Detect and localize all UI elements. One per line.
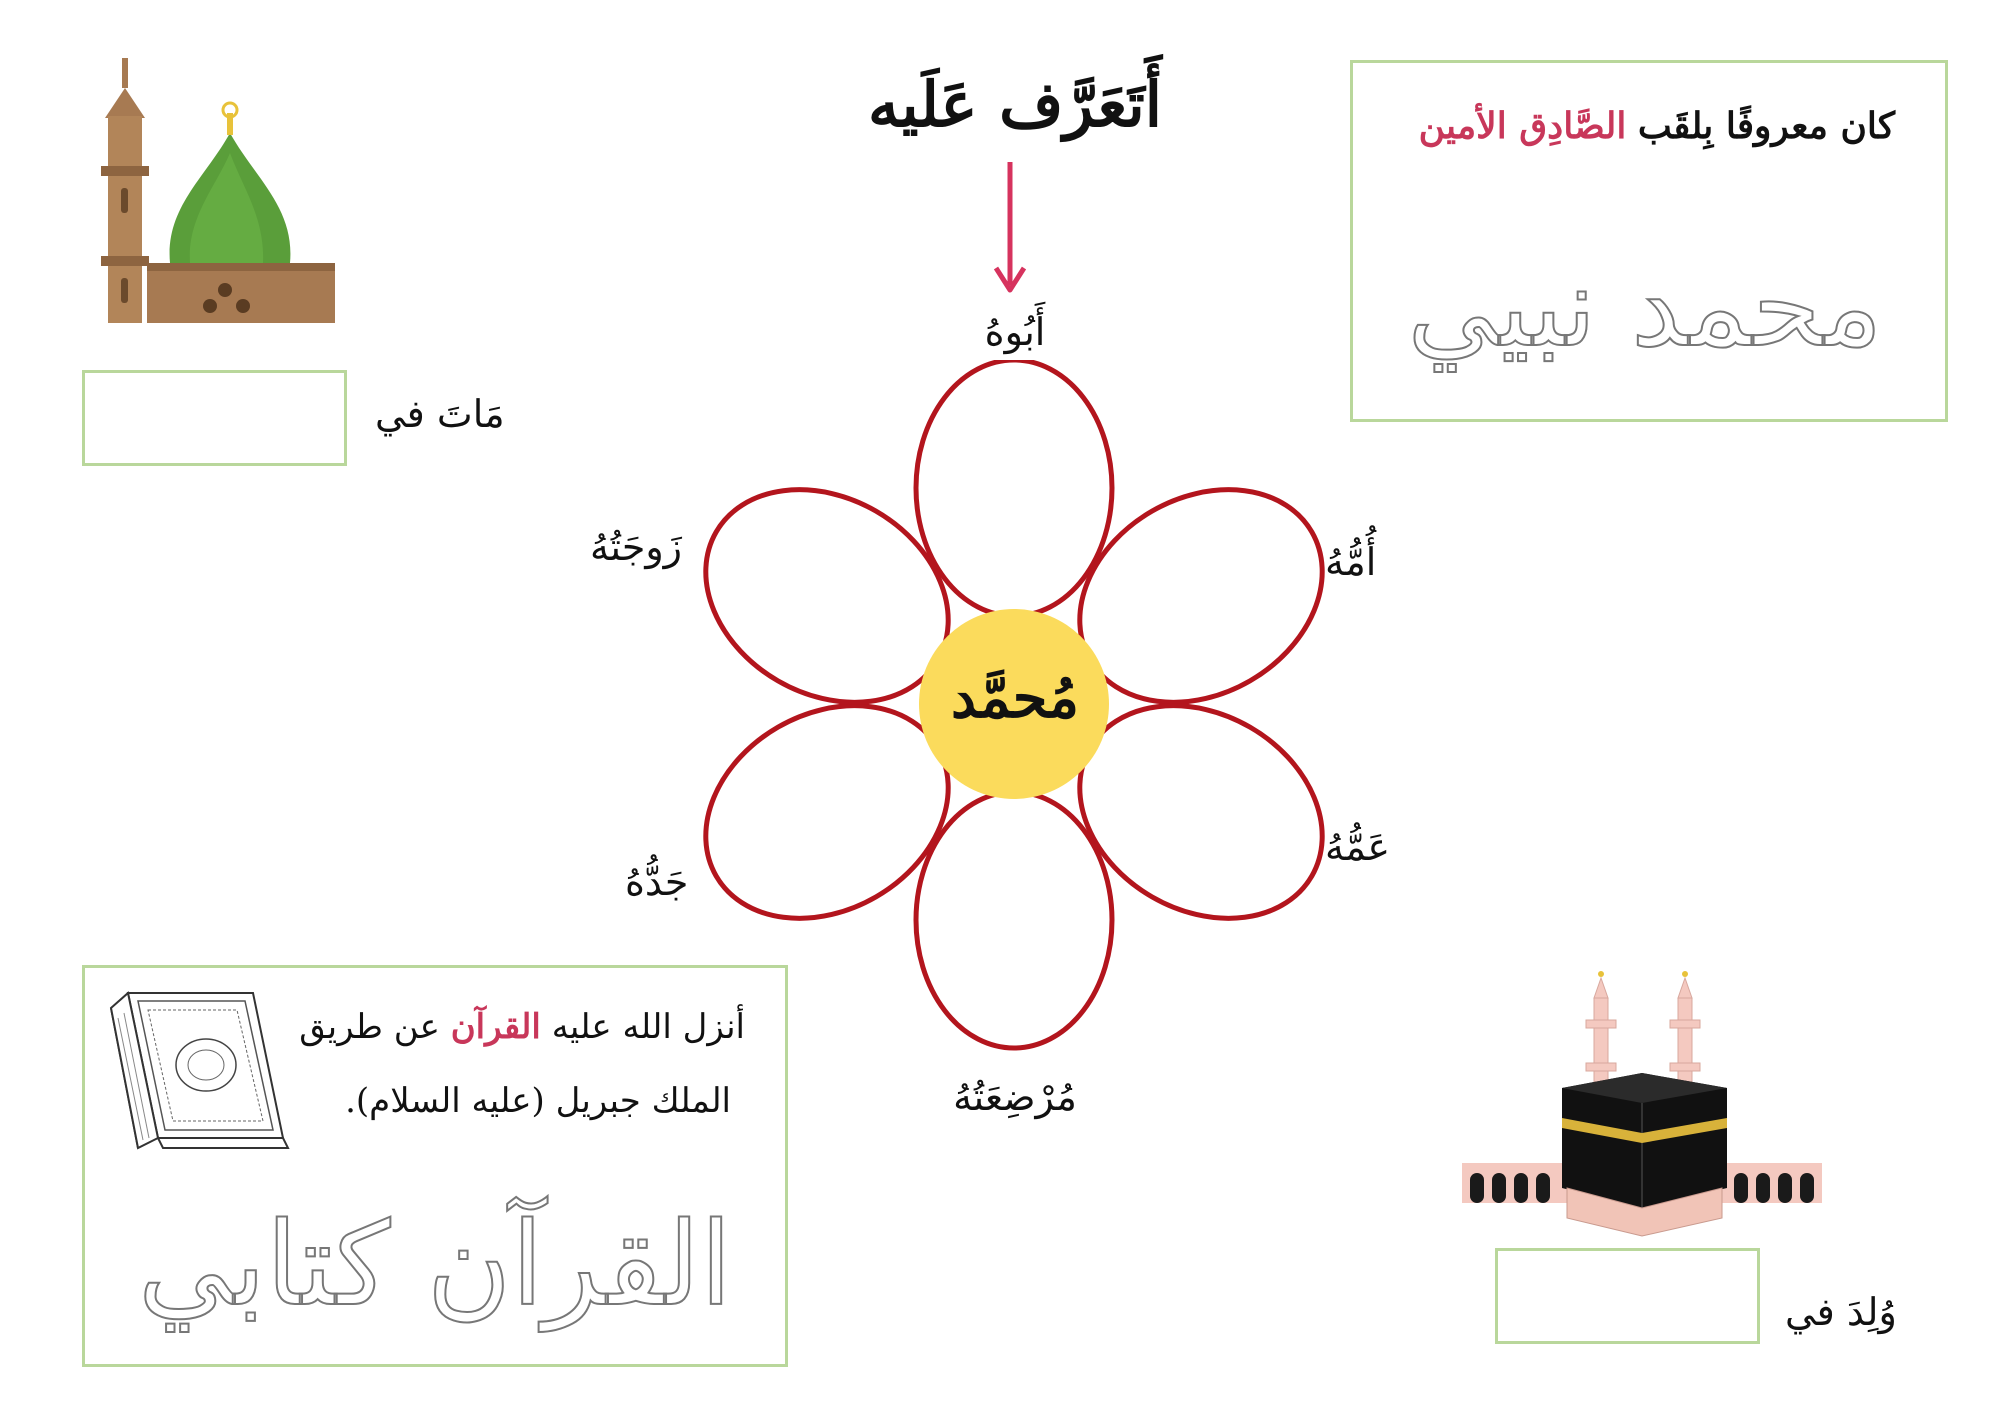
- kaaba-icon: [1462, 968, 1822, 1238]
- mosque-dome-icon: [95, 58, 335, 323]
- flower-center-name: مُحمَّد: [951, 665, 1079, 731]
- petal-top: [916, 360, 1112, 616]
- label-grandfather: جَدُّهُ: [625, 860, 689, 904]
- page-title: أَتَعَرَّف عَلَيه: [868, 68, 1162, 141]
- down-arrow-icon: [990, 160, 1030, 300]
- petal-bottom: [916, 792, 1112, 1048]
- quran-sentence: [295, 990, 745, 1138]
- label-father: أَبُوهُ: [984, 310, 1046, 354]
- quran-trace-text: القرآن كتابي: [138, 1198, 732, 1332]
- quran-book-icon: [103, 988, 293, 1158]
- nickname-prefix: كان معروفًا بِلقَب: [1637, 105, 1895, 147]
- quran-box: [82, 965, 788, 1367]
- born-in-label: وُلِدَ في: [1785, 1290, 1897, 1334]
- nickname-highlight: الصَّادِق الأمين: [1418, 105, 1627, 147]
- died-in-label: مَاتَ في: [375, 392, 505, 436]
- nickname-trace-text: محمد نبيي: [1407, 243, 1883, 371]
- nickname-box: [1350, 60, 1948, 422]
- died-in-answer-box[interactable]: [82, 370, 347, 466]
- quran-line-1: [295, 990, 745, 1064]
- label-wet-nurse: مُرْضِعَتُهُ: [953, 1075, 1077, 1119]
- born-in-answer-box[interactable]: [1495, 1248, 1760, 1344]
- label-wife: زَوجَتُهُ: [590, 525, 683, 569]
- quran-line-2: الملك جبريل (عليه السلام).: [345, 1081, 731, 1121]
- quran-line1-after: عن طريق: [299, 1007, 440, 1047]
- quran-highlight: القرآن: [450, 1007, 541, 1047]
- label-mother: أُمُّهُ: [1325, 540, 1377, 584]
- nickname-sentence: [1419, 105, 1895, 147]
- label-uncle: عَمُّهُ: [1325, 825, 1391, 869]
- quran-line1-before: أنزل الله عليه: [551, 1007, 745, 1047]
